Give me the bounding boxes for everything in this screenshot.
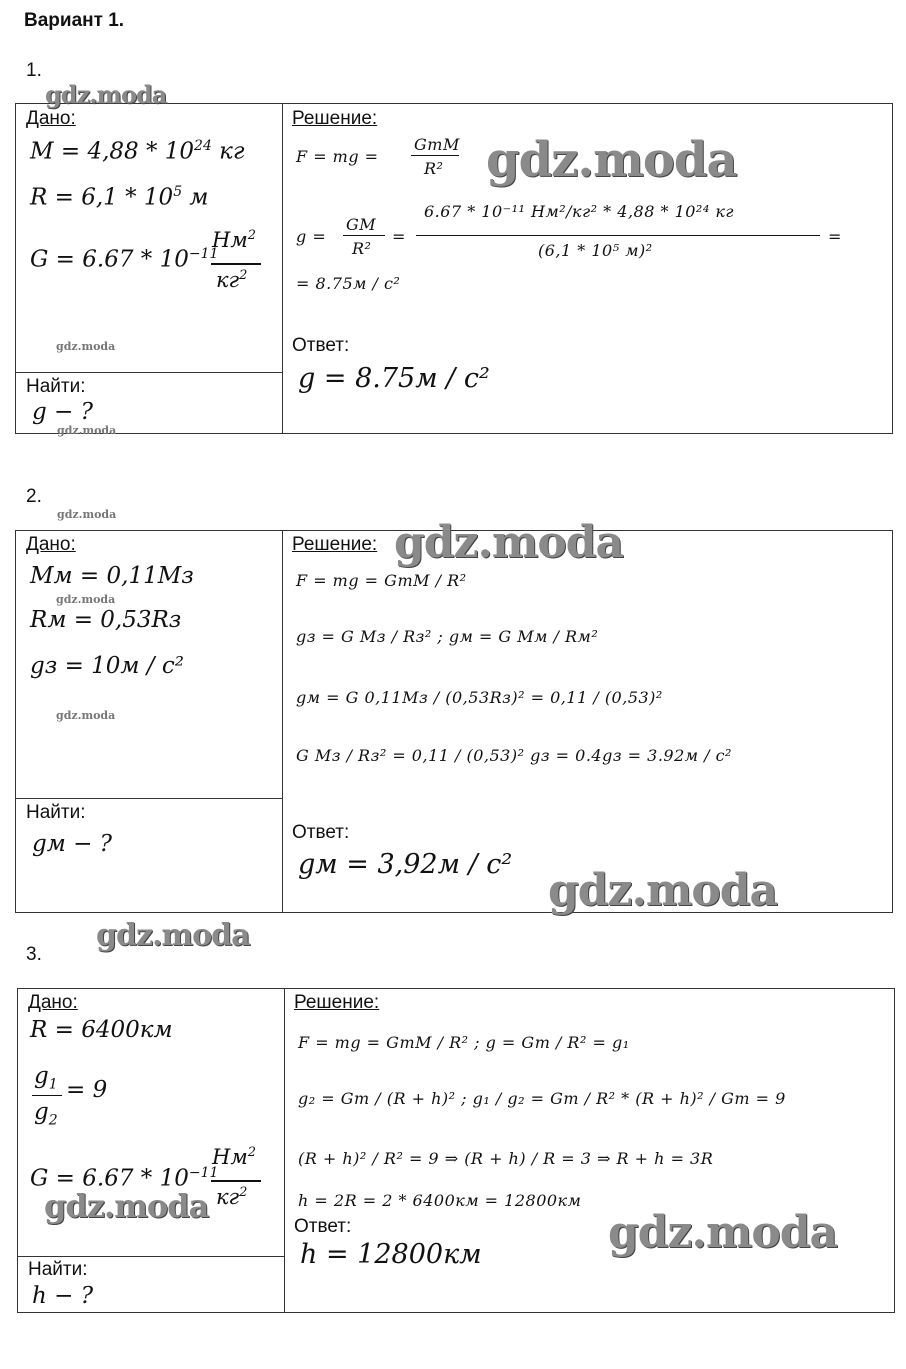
problem-3-given-unit-num: $Нм^2$: [212, 1145, 257, 1169]
watermark-small: gdz.moda: [56, 340, 116, 353]
problem-2-solution-line-1: F = mg = GmM / R²: [296, 571, 467, 590]
problem-1-frac2-den: R²: [352, 239, 372, 258]
problem-2-given-radius: Rм = 0,53Rз: [30, 607, 182, 633]
problem-1-given-radius: $R = 6,1 * 10^5$ м: [30, 184, 209, 211]
problem-1-solution-line-1: F = mg =: [296, 147, 379, 166]
problem-1-find-heading: Найти:: [26, 376, 86, 397]
problem-2-solution-line-3: gм = G 0,11Mз / (0,53Rз)² = 0,11 / (0,53)²: [296, 688, 663, 707]
problem-3-find-heading: Найти:: [28, 1259, 88, 1280]
problem-1-given-unit-den: $кг^2$: [216, 268, 248, 292]
problem-2-table: [15, 517, 893, 916]
problem-1-find-cell: [16, 372, 282, 433]
equals-sign: =: [828, 227, 842, 246]
problem-1-solution-line-2-left: g =: [296, 227, 327, 246]
problem-1-answer-label: Ответ:: [292, 335, 350, 356]
problem-1-solution-line-3: = 8.75м / с²: [296, 274, 401, 293]
problem-3-answer: h = 12800км: [300, 1239, 482, 1270]
equals-sign: =: [392, 227, 406, 246]
problem-3-answer-label: Ответ:: [294, 1216, 352, 1237]
page-title: Вариант 1.: [24, 10, 125, 31]
problem-1-table: [15, 103, 893, 434]
watermark-large: gdz.moda: [486, 132, 737, 188]
watermark-medium: gdz.moda: [45, 80, 167, 109]
fraction-bar: [211, 1180, 261, 1182]
problem-1-answer: g = 8.75м / с²: [298, 363, 490, 394]
problem-3-number: 3.: [26, 944, 42, 965]
problem-1-given-unit-num: $Нм^2$: [212, 228, 257, 252]
problem-1-find-value: g − ?: [32, 399, 93, 425]
problem-2-find-cell: [16, 798, 282, 912]
problem-1-big-frac-num: 6.67 * 10⁻¹¹ Нм²/кг² * 4,88 * 10²⁴ кг: [424, 202, 734, 221]
problem-3-given-radius: R = 6400км: [30, 1017, 173, 1043]
problem-2-solution-heading: Решение:: [292, 534, 378, 555]
problem-2-given-g: gз = 10м / с²: [30, 653, 184, 679]
problem-1-frac2-num: GM: [346, 215, 377, 234]
fraction-bar: [32, 1095, 62, 1096]
problem-3-solution-line-1: F = mg = GmM / R² ; g = Gm / R² = g₁: [298, 1033, 630, 1052]
problem-3-given-gconst: $G = 6.67 * 10^{-11}$: [30, 1165, 219, 1192]
watermark-medium: gdz.moda: [96, 918, 250, 953]
problem-3-given-heading: Дано:: [28, 992, 78, 1013]
watermark-small: gdz.moda: [57, 424, 117, 437]
problem-1-given-heading: Дано:: [26, 108, 76, 129]
problem-3-given-unit-den: $кг^2$: [216, 1185, 248, 1209]
problem-1-given-unit-bar: [211, 263, 261, 265]
fraction-bar: [411, 155, 459, 156]
problem-3-find-cell: [18, 1256, 284, 1312]
problem-3-find-value: h − ?: [32, 1283, 94, 1309]
watermark-small: gdz.moda: [57, 508, 117, 521]
problem-2-given-mass: Mм = 0,11Mз: [30, 563, 194, 589]
problem-3-solution-line-4: h = 2R = 2 * 6400км = 12800км: [298, 1191, 582, 1210]
problem-3-given-column: [18, 989, 285, 1312]
problem-3-given-ratio-den: $g_2$: [34, 1099, 58, 1129]
problem-3-solution-heading: Решение:: [294, 992, 380, 1013]
problem-2-given-heading: Дано:: [26, 534, 76, 555]
problem-1-given-mass: $M = 4,88 * 10^{24}$ кг: [30, 138, 245, 165]
problem-1-frac-den: R²: [424, 159, 444, 178]
problem-3-solution-line-3: (R + h)² / R² = 9 ⇒ (R + h) / R = 3 ⇒ R + h = 3R: [298, 1149, 714, 1168]
watermark-large: gdz.moda: [608, 1207, 838, 1258]
problem-2-find-heading: Найти:: [26, 802, 86, 823]
watermark-small: gdz.moda: [56, 593, 116, 606]
watermark-large: gdz.moda: [548, 865, 778, 916]
problem-1-given-gconst: $G = 6.67 * 10^{-11}$: [30, 246, 219, 273]
problem-3-given-ratio-value: = 9: [66, 1077, 108, 1103]
problem-2-number: 2.: [26, 486, 42, 507]
problem-2-answer-label: Ответ:: [292, 822, 350, 843]
problem-1-solution-heading: Решение:: [292, 108, 378, 129]
problem-3-solution-line-2: g₂ = Gm / (R + h)² ; g₁ / g₂ = Gm / R² * (R + h)² / Gm = 9: [298, 1089, 786, 1108]
problem-2-solution-line-4: G Mз / Rз² = 0,11 / (0,53)² gз = 0.4gз = 3.92м / с²: [296, 746, 732, 765]
watermark-medium: gdz.moda: [44, 1187, 209, 1225]
problem-2-find-value: gм − ?: [32, 831, 113, 857]
problem-3-table: [17, 988, 895, 1313]
problem-1-given-column: [16, 104, 283, 433]
watermark-large: gdz.moda: [394, 517, 624, 568]
problem-3-given-ratio-num: $g_1$: [34, 1063, 58, 1093]
problem-2-answer: gм = 3,92м / с²: [298, 849, 513, 880]
problem-2-given-column: [16, 531, 283, 912]
fraction-bar: [343, 235, 385, 236]
watermark-small: gdz.moda: [56, 709, 116, 722]
problem-1-frac-num: GmM: [414, 135, 460, 154]
problem-1-big-frac-den: (6,1 * 10⁵ м)²: [538, 241, 653, 260]
fraction-bar: [416, 235, 820, 236]
problem-2-solution-line-2: gз = G Mз / Rз² ; gм = G Mм / Rм²: [296, 627, 599, 646]
problem-1-number: 1.: [26, 60, 42, 81]
